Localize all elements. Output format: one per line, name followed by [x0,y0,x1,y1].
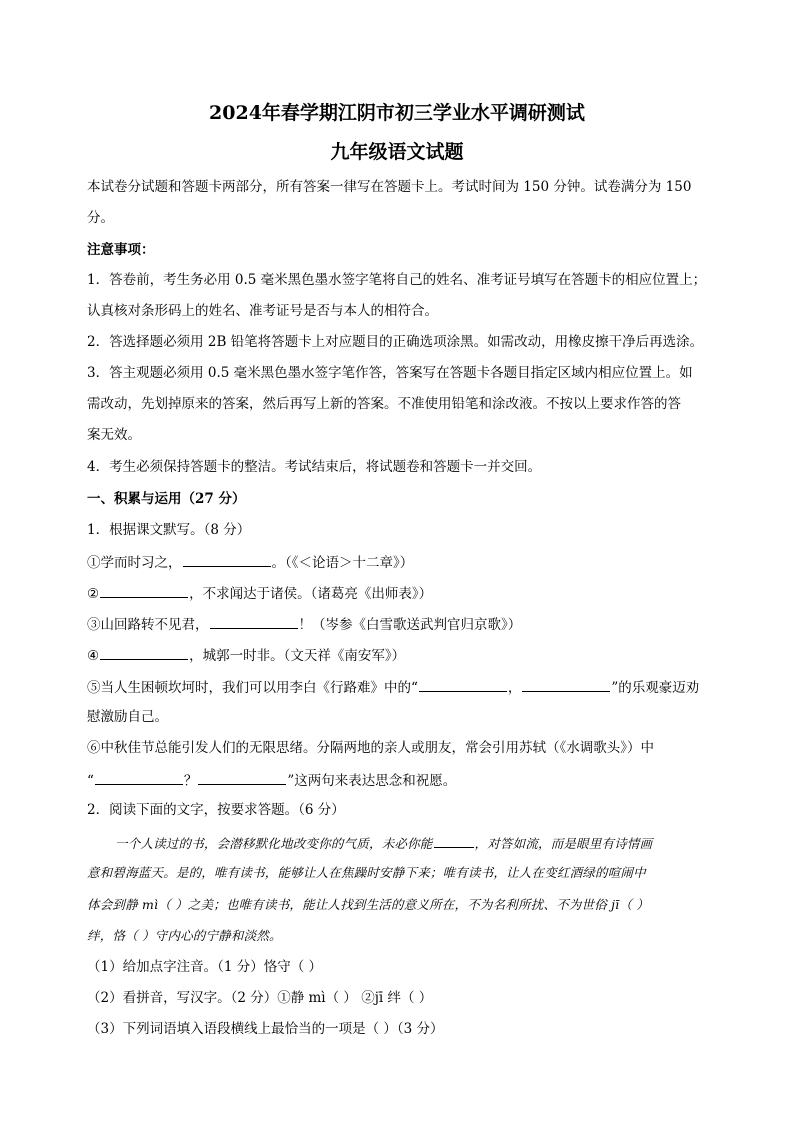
section-1-heading: 一、积累与运用（27 分） [87,491,246,507]
q2-sub-3: （3）下列词语填入语段横线上最恰当的一项是（ ）（3 分） [87,1021,444,1037]
q1-item-3: ③山回路转不见君， ！（岑参《白雪歌送武判官归京歌》） [87,614,712,634]
q1-item-5-cont: 慰激励自己。 [87,709,168,725]
answer-blank[interactable] [434,833,474,848]
notice-item-3b: 需改动，先划掉原来的答案，然后再写上新的答案。不准使用铅笔和涂改液。不按以上要求作答的答 [87,396,681,412]
q1-item-5: ⑤当人生困顿坎坷时，我们可以用李白《行路难》中的“ ， ”的乐观豪迈劝 [87,677,712,697]
question-2-stem: 2．阅读下面的文字，按要求答题。（6 分） [87,802,345,818]
q1-item-1: ①学而时习之， 。（《＜论语＞十二章》） [87,552,712,572]
notice-heading: 注意事项： [87,242,155,258]
exam-title: 2024年春学期江阴市初三学业水平调研测试 [209,102,585,124]
answer-blank[interactable] [198,770,286,785]
notice-item-3a: 3．答主观题必须用 0.5 毫米黑色墨水签字笔作答，答案写在答题卡各题目指定区域内相应位置上。如 [87,365,693,381]
intro-line-2: 分。 [87,210,114,226]
q1-item-6b: “ ？ ”这两句来表达思念和祝愿。 [87,770,712,790]
notice-item-4: 4．考生必须保持答题卡的整洁。考试结束后，将试题卷和答题卡一并交回。 [87,459,542,475]
notice-item-1b: 认真核对条形码上的姓名、准考证号是否与本人的相符合。 [87,303,438,319]
q1-item-4: ④ ，城郭一时非。（文天祥《南安军》） [87,645,712,665]
answer-blank[interactable] [95,770,183,785]
passage-line-2: 意和碧海蓝天。是的，唯有读书，能够让人在焦躁时安静下来；唯有读书，让人在变红酒绿的喧闹中 [87,865,646,880]
q1-item-6a: ⑥中秋佳节总能引发人们的无限思绪。分隔两地的亲人或朋友，常会引用苏轼（《水调歌头》）中 [87,740,654,756]
q2-sub-1: （1）给加点字注音。（1 分）恪守（ ） [87,959,323,975]
passage-line-1: 一个人读过的书，会潜移默化地改变你的气质，未必你能 ，对答如流，而是眼里有诗情画 [115,833,715,853]
notice-item-2: 2．答选择题必须用 2B 铅笔将答题卡上对应题目的正确选项涂黑。如需改动，用橡皮擦干净后再选涂。 [87,334,704,350]
answer-blank[interactable] [100,583,188,598]
answer-blank[interactable] [183,552,271,567]
q1-item-2: ② ，不求闻达于诸侯。（诸葛亮《出师表》） [87,583,712,603]
answer-blank[interactable] [100,645,188,660]
passage-line-3: 体会到静 mì（ ）之美；也唯有读书，能让人找到生活的意义所在，不为名利所扰、不为世俗 jī（ ） [87,897,649,912]
question-1-stem: 1．根据课文默写。（8 分） [87,522,251,538]
answer-blank[interactable] [210,614,298,629]
intro-line-1: 本试卷分试题和答题卡两部分，所有答案一律写在答题卡上。考试时间为 150 分钟。试卷满分为 150 [87,179,692,195]
passage-line-4: 绊，恪（ ）守内心的宁静和淡然。 [87,928,282,943]
q2-sub-2: （2）看拼音，写汉字。（2 分）①静 mì（ ） ②jī 绊（ ） [87,990,433,1006]
notice-item-3c: 案无效。 [87,427,141,443]
answer-blank[interactable] [522,677,610,692]
exam-subtitle: 九年级语文试题 [330,141,464,163]
notice-item-1a: 1．答卷前，考生务必用 0.5 毫米黑色墨水签字笔将自己的姓名、准考证号填写在答题卡的相应位置上； [87,272,707,288]
answer-blank[interactable] [419,677,507,692]
